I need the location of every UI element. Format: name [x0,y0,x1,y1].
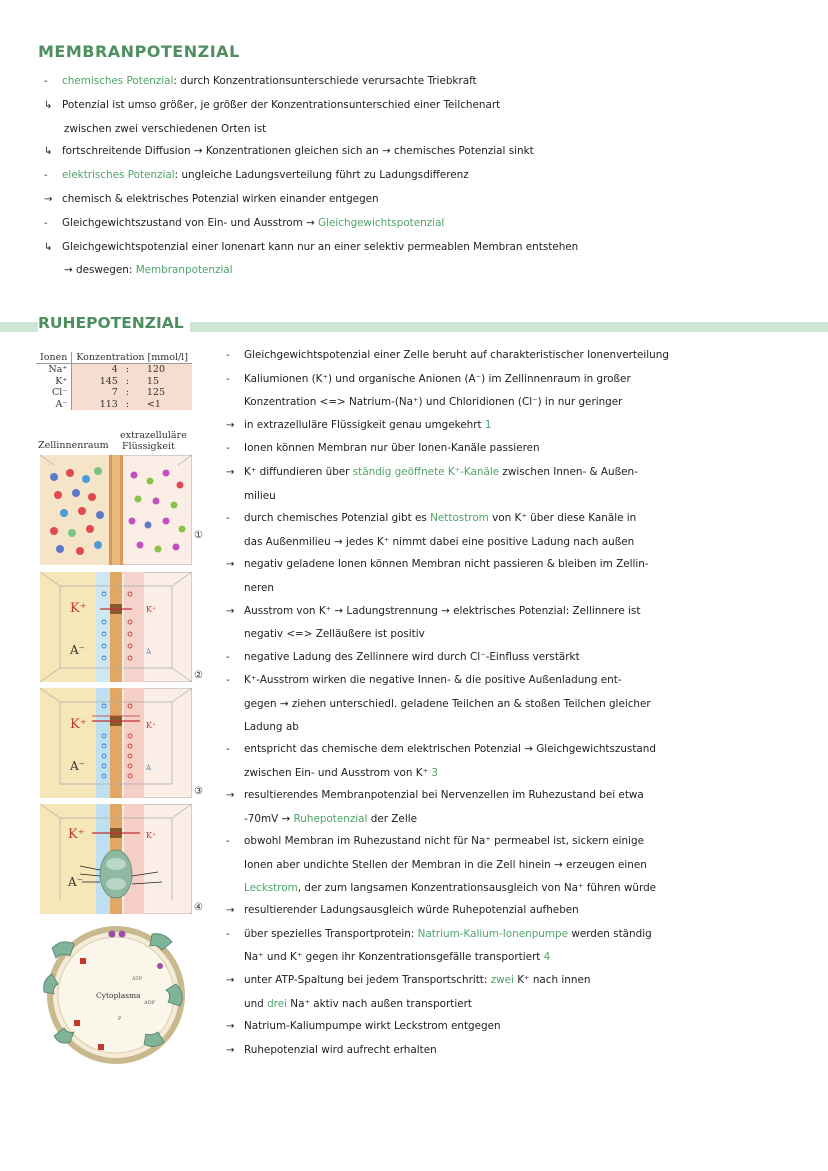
highlighted-term: drei [267,997,287,1010]
label-extracellular-line1: extrazelluläre [120,430,187,441]
bullet-marker: - [226,744,230,756]
note-text: negativ <=> Zelläußere ist positiv [244,628,425,641]
note-line [226,414,818,438]
note-text: gegen → ziehen unterschiedl. geladene Teilchen an & stoßen Teilchen gleicher [244,697,651,710]
panel3-label-k-small: K⁺ [146,721,157,730]
note-line [226,368,818,392]
sodium-potassium-pump-diagram [40,920,192,1070]
bullet-marker: - [226,443,230,455]
bullet-marker: → [226,790,235,802]
highlighted-term: Natrium-Kalium-Ionenpumpe [417,927,569,940]
note-text: zwischen zwei verschiedenen Orten ist [64,122,267,135]
note-text: werden ständig [568,927,652,940]
table-cell-ion: K⁺ [36,376,72,388]
note-line [226,899,818,923]
note-text: K⁺ nach innen [513,974,591,987]
note-line [226,461,818,485]
table-header-ions: Ionen [36,352,72,364]
membranpotenzial-notes [44,70,814,282]
panel2-label-k-small: K⁺ [146,605,157,614]
highlighted-term: 4 [543,951,551,964]
note-line [226,877,818,900]
note-text: Gleichgewichtspotenzial einer Zelle beruht auf charakteristischer Ionenverteilung [244,349,669,361]
table-cell-outside: 15 [143,376,192,388]
highlighted-term: zwei [490,974,514,987]
note-line [226,762,818,785]
note-line [226,854,818,877]
note-text: Kaliumionen (K⁺) und organische Anionen (A⁻) im Zellinnenraum in großer [244,372,631,385]
table-row: Na⁺ 4 : 120 [36,364,192,376]
note-text: K⁺-Ausstrom wirken die negative Innen- & die positive Außenladung ent- [244,674,622,687]
bullet-marker: → [226,466,235,478]
pump-label-atp: ATP [132,976,143,982]
bullet-marker: - [226,651,230,663]
panel2-label-a-small: A [146,648,152,656]
table-header-concentration: Konzentration [mmol/l] [72,352,192,364]
note-text: Gleichgewichtspotenzial einer Ionenart kann nur an einer selektiv permeablen Membran entstehen [62,240,579,253]
bullet-marker: → [226,605,235,617]
section-title-ruhepotenzial: RUHEPOTENZIAL [38,314,190,332]
bullet-marker: → [226,1044,235,1056]
label-extracellular [120,430,187,452]
note-text: negative Ladung des Zellinnere wird durch Cl⁻-Einfluss verstärkt [244,650,580,663]
bullet-marker: - [226,373,230,385]
pump-label-cytoplasm: Cytoplasma [96,991,141,1000]
bullet-marker: → [226,975,235,987]
note-line [226,738,818,762]
panel3-label-k: K⁺ [70,717,87,732]
potassium-efflux-diagram [40,572,192,682]
note-line [226,808,818,831]
note-text: unter ATP-Spaltung bei jedem Transportschritt: [244,974,491,987]
panel2-label-k: K⁺ [70,601,87,616]
note-line [44,188,814,212]
bullet-marker: - [226,675,230,687]
table-cell-inside: 4 [72,364,122,376]
note-line [226,1015,818,1039]
note-line [226,600,818,624]
note-line [226,1039,818,1063]
bullet-marker: - [226,513,230,525]
note-text: : ungleiche Ladungsverteilung führt zu Ladungsdifferenz [174,169,469,182]
note-text: neren [244,581,274,594]
note-line [226,577,818,600]
table-cell-inside: 7 [72,387,122,399]
note-text: Ionen können Membran nur über Ionen-Kanäle passieren [244,442,540,455]
highlighted-term: 3 [431,766,439,779]
panel4-label-k: K⁺ [68,827,85,842]
bullet-marker: - [44,76,48,87]
note-text: Ausstrom von K⁺ → Ladungstrennung → elektrisches Potenzial: Zellinnere ist [244,604,641,617]
table-cell-outside: 120 [143,364,192,376]
note-text: Ionen aber undichte Stellen der Membran in die Zell hinein → erzeugen einen [244,859,647,872]
note-text: resultierender Ladungsausgleich würde Ruhepotenzial aufheben [244,904,579,917]
pump-label-p: P [118,1016,122,1022]
note-text: Konzentration <=> Natrium-(Na⁺) und Chloridionen (Cl⁻) in nur geringer [244,396,623,409]
note-text: K⁺ diffundieren über [244,465,353,478]
table-cell-ion: Na⁺ [36,364,72,376]
note-line [226,669,818,693]
bullet-marker: - [44,217,48,229]
note-line [226,531,818,554]
note-line [226,693,818,716]
bullet-marker: ↳ [44,241,53,253]
equilibrium-diagram [40,688,192,798]
note-text: Na⁺ und K⁺ gegen ihr Konzentrationsgefälle transportiert [244,951,544,964]
note-line [226,437,818,461]
table-cell-ion: Cl⁻ [36,387,72,399]
highlighted-term: chemisches Potenzial [62,75,174,87]
note-line [226,923,818,947]
table-cell-inside: 145 [72,376,122,388]
table-cell-outside: <1 [143,399,192,411]
note-text: Na⁺ aktiv nach außen transportiert [287,997,472,1010]
note-text: durch chemisches Potenzial gibt es [244,512,431,525]
leak-current-diagram [40,804,192,914]
panel4-label-k-small: K⁺ [146,831,157,840]
panel-number-4: ④ [194,902,203,913]
panel3-label-a-small: A [146,764,152,772]
note-text: der Zelle [367,812,417,825]
section-title-membranpotenzial: MEMBRANPOTENZIAL [38,42,240,61]
note-text: in extrazelluläre Flüssigkeit genau umgekehrt [244,418,485,431]
bullet-marker: ↳ [44,99,53,111]
note-text: entspricht das chemische dem elektrischen Potenzial → Gleichgewichtszustand [244,743,656,756]
note-line [226,507,818,531]
ion-concentration-table [36,352,192,410]
ion-distribution-diagram [40,455,192,565]
note-line [44,94,814,118]
note-text: und [244,997,268,1010]
pump-label-adp: ADP [144,1000,155,1006]
highlighted-term: elektrisches Potenzial [62,169,175,182]
table-row: K⁺ 145 : 15 [36,376,192,388]
note-text: Ruhepotenzial wird aufrecht erhalten [244,1043,437,1056]
note-line [226,946,818,969]
note-line [44,259,814,282]
note-text: milieu [244,489,276,502]
note-text: obwohl Membran im Ruhezustand nicht für Na⁺ permeabel ist, sickern einige [244,835,644,848]
table-row: A⁻ 113 : <1 [36,399,192,411]
panel3-label-a: A⁻ [70,759,85,773]
highlighted-term: Leckstrom [244,881,298,894]
note-line [226,784,818,808]
note-text: das Außenmilieu → jedes K⁺ nimmt dabei eine positive Ladung nach außen [244,535,635,548]
note-line [226,830,818,854]
bullet-marker: → [44,193,53,205]
note-text: chemisch & elektrisches Potenzial wirken einander entgegen [62,192,379,205]
bullet-marker: - [226,350,230,361]
note-line [226,623,818,646]
table-cell-ion: A⁻ [36,399,72,411]
bullet-marker: → [226,419,235,431]
panel-number-2: ② [194,670,203,681]
panel-number-1: ① [194,530,203,541]
note-text: : durch Konzentrationsunterschiede verursachte Triebkraft [173,75,477,87]
bullet-marker: - [226,836,230,848]
label-extracellular-line2: Flüssigkeit [122,441,175,452]
note-text: negativ geladene Ionen können Membran nicht passieren & bleiben im Zellin- [244,558,649,571]
highlighted-term: 1 [484,418,492,431]
note-line [226,391,818,414]
note-text: resultierendes Membranpotenzial bei Nervenzellen im Ruhezustand bei etwa [244,789,644,802]
note-text: Ladung ab [244,720,299,733]
note-line [226,969,818,993]
note-line [44,140,814,164]
bullet-marker: → [226,1021,235,1033]
note-text: → deswegen: [64,264,136,277]
note-text: Natrium-Kaliumpumpe wirkt Leckstrom entgegen [244,1020,501,1033]
highlighted-term: ständig geöffnete K⁺-Kanäle [352,465,500,478]
bullet-marker: - [226,928,230,940]
bullet-marker: ↳ [44,146,53,158]
panel2-label-a: A⁻ [70,643,85,657]
note-text: -70mV → [244,812,294,825]
note-text: von K⁺ über diese Kanäle in [488,512,637,525]
highlighted-term: Nettostrom [430,512,489,525]
bullet-marker: → [226,559,235,571]
note-line [44,236,814,260]
note-line [226,993,818,1016]
note-line [226,485,818,508]
note-line [44,212,814,236]
note-line [226,716,818,739]
bullet-marker: - [44,170,48,182]
table-cell-inside: 113 [72,399,122,411]
table-row: Cl⁻ 7 : 125 [36,387,192,399]
note-text: , der zum langsamen Konzentrationsausgleich von Na⁺ führen würde [297,881,657,894]
note-line [44,70,814,94]
note-line [226,553,818,577]
bullet-marker: → [226,905,235,917]
highlighted-term: Ruhepotenzial [293,812,368,825]
note-text: Gleichgewichtszustand von Ein- und Ausstrom → [62,216,319,229]
note-text: zwischen Innen- & Außen- [499,465,638,478]
highlighted-term: Membranpotenzial [135,264,233,277]
panel-number-3: ③ [194,786,203,797]
table-cell-outside: 125 [143,387,192,399]
panel4-label-a: A⁻ [68,875,83,889]
note-text: Potenzial ist umso größer, je größer der Konzentrationsunterschied einer Teilchenart [62,98,501,111]
label-cell-interior: Zellinnenraum [38,440,109,451]
highlighted-term: Gleichgewichtspotenzial [318,216,445,229]
note-text: über spezielles Transportprotein: [244,927,418,940]
note-line [44,164,814,188]
note-line [226,646,818,670]
note-line [44,118,814,141]
note-line [226,344,818,368]
ruhepotenzial-notes [226,344,818,1062]
note-text: zwischen Ein- und Ausstrom von K⁺ [244,766,432,779]
note-text: fortschreitende Diffusion → Konzentrationen gleichen sich an → chemisches Potenzial sinkt [62,145,534,158]
